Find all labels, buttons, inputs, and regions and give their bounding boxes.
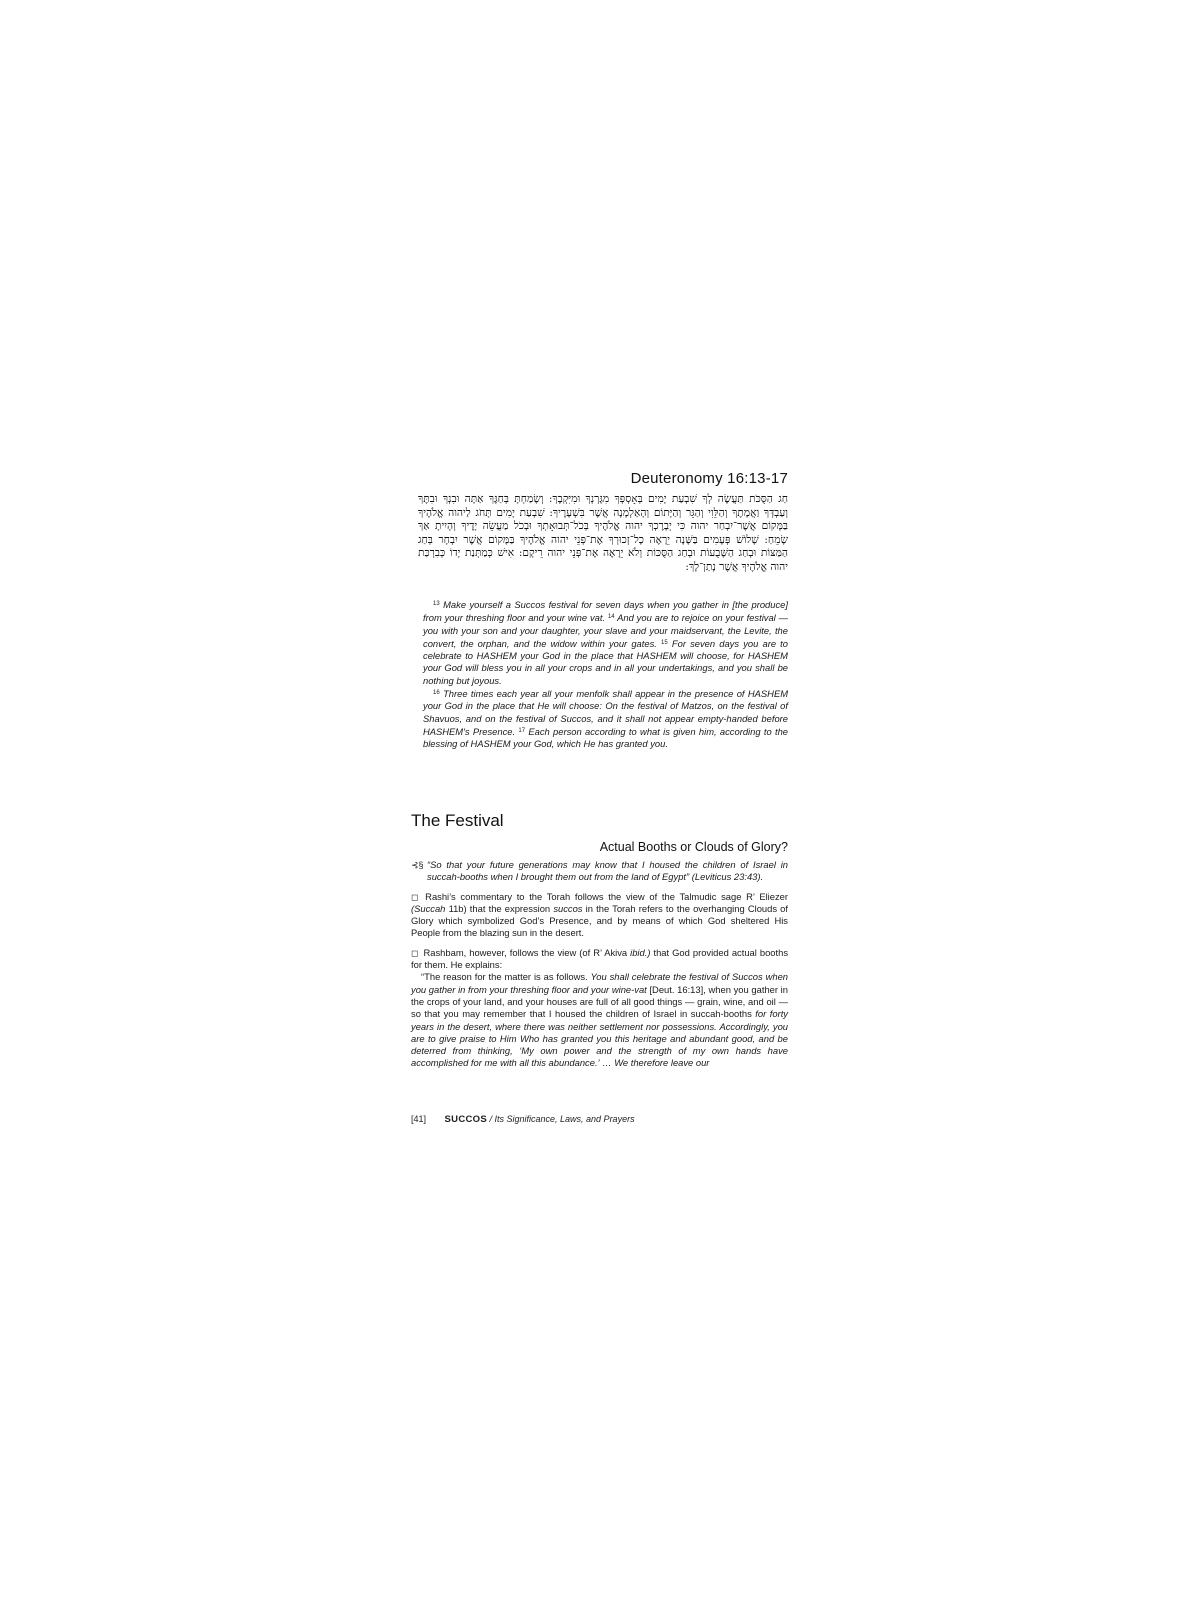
translation-block <box>423 598 788 751</box>
section-subtitle: Actual Booths or Clouds of Glory? <box>599 840 788 854</box>
verse-text: your God, which He has granted you. <box>513 738 668 750</box>
paragraph-text: Rashbam, however, follows the view (of R’ Akiva <box>423 946 628 958</box>
verse-text: your God in the place that He will choose: On the festival of Matzos, on the festival of Shavuos, and on the festival of Succos, and it shall not appear empty-handed before <box>423 700 788 724</box>
verse-text: Make yourself a Succos festival for seven days when you gather in [the produce] from your threshing floor and your wine vat. <box>423 599 788 624</box>
quote-text: “So that your future generations may know that I housed the children of Israel in succah-booths when I brought them out from the land of Egypt” (Leviticus 23:43). <box>427 859 788 883</box>
page-number: [41] <box>411 1114 427 1124</box>
paragraph-text: Rashi’s commentary to the Torah follows the view of the Talmudic sage R’ Eliezer <box>425 890 788 902</box>
explanation-paragraph <box>411 971 788 1069</box>
verse-text: Each person according to what is given him, according to the blessing of <box>423 725 788 750</box>
paragraph-text: 11b) that the expression <box>448 902 551 914</box>
verse-number: 16 <box>433 690 440 697</box>
commentary-body <box>411 859 788 1070</box>
paragraph-text: succos <box>553 902 583 914</box>
section-title: The Festival <box>411 811 504 830</box>
fleuron-icon: ⊰§ <box>411 860 424 870</box>
paragraph-text: that God provided actual booths for them. He explains: <box>411 946 789 971</box>
verse-number: 15 <box>661 639 668 646</box>
verse-text: Three times each year all your menfolk shall appear in the presence of <box>443 688 745 700</box>
hebrew-text: חַג הַסֻּכֹּת תַּעֲשֶׂה לְךָ שִׁבְעַת יָמִים בְּאָסְפְּךָ מִגָּרְנְךָ וּמִיִּקְבֶךָ: וְשָׂמַחְתָּ בְּחַגֶּךָ אַתָּה וּבִנְךָ וּבִתֶּךָ וְעַבְדְּךָ וַאֲמָתֶךָ וְהַלֵּוִי וְהַגֵּר וְהַיָּתוֹם וְהָאַלְמָנָה אֲשֶׁר בִּשְׁעָרֶיךָ: שִׁבְעַת יָמִים תָּחֹג לַיהוה אֱלֹהֶיךָ בַּמָּקוֹם אֲשֶׁר־יִבְחַר יהוה כִּי יְבָרֶכְךָ יהוה אֱלֹהֶיךָ בְּכֹל־תְּבוּאָתְךָ וּבְכֹל מַעֲשֵׂה יָדֶיךָ וְהָיִיתָ אַךְ שָׂמֵחַ: שָׁלוֹשׁ פְּעָמִים בַּשָּׁנָה יֵרָאֶה כָל־זְכוּרְךָ אֶת־פְּנֵי יהוה אֱלֹהֶיךָ בַּמָּקוֹם אֲשֶׁר יִבְחָר בְּחַג הַמַּצּוֹת וּבְחַג הַשָּׁבֻעוֹת וּבְחַג הַסֻּכּוֹת וְלֹא יֵרָאֶה אֶת־פְּנֵי יהוה רֵיקָם: אִישׁ כְּמַתְּנַת יָדוֹ כְּבִרְכַּת יהוה אֱלֹהֶיךָ אֲשֶׁר נָתַן־לָךְ: <box>418 493 788 573</box>
verse-number: 17 <box>518 727 526 734</box>
rashbam-paragraph <box>411 947 788 972</box>
divine-name: HASHEM <box>747 650 788 662</box>
paragraph-text: … We therefore leave our <box>602 1057 710 1069</box>
verse-number: 14 <box>607 614 615 621</box>
translation-paragraph-1 <box>423 598 788 687</box>
translation-paragraph-2 <box>423 687 788 750</box>
paragraph-text: ibid.) <box>630 946 651 958</box>
verse-text: And you are to rejoice on your festival — you with your son and your daughter, your slave and your maidservant, the Levite, the convert, the orphan, and the widow within your gates. <box>423 612 788 649</box>
quote-paragraph <box>411 859 788 884</box>
book-title: SUCCOS <box>444 1114 487 1125</box>
paragraph-text: in the Torah refers to the overhanging Clouds of Glory which symbolized God’s Presence, and by means of which God sheltered His People from the blazing sun in the desert. <box>411 902 789 939</box>
square-bullet-icon: ◻ <box>411 891 419 902</box>
verse-text: For seven days you are to celebrate to <box>423 637 789 662</box>
paragraph-text: (Succah <box>411 902 446 914</box>
verse-number: 13 <box>433 601 440 607</box>
paragraph-text: for forty years in the desert, where there was neither settlement nor possessions. Accordingly, you are to give praise to Him Who has granted you this heritage and abundant good, and be deterred from thinking, ‘My own power and the strength of my own hands have accomplished for me with all this abundance.’ <box>411 1008 788 1069</box>
paragraph-text: You shall celebrate the festival of Succos when you gather in from your threshing floor and your wine-vat <box>411 971 788 995</box>
square-bullet-icon: ◻ <box>411 947 419 958</box>
divine-name: HASHEM <box>747 688 789 700</box>
verse-text: will choose, for <box>680 650 745 662</box>
scripture-reference: Deuteronomy 16:13-17 <box>630 470 788 487</box>
divine-name: HASHEM <box>470 738 511 750</box>
divine-name: HASHEM <box>476 650 517 662</box>
divine-name: HASHEM <box>636 650 677 662</box>
rashi-paragraph <box>411 891 788 940</box>
verse-text: your God in the place that <box>520 650 633 662</box>
page-footer <box>411 1114 788 1125</box>
hebrew-text-block <box>418 493 788 575</box>
divine-name: HASHEM <box>423 725 464 737</box>
verse-text: 's Presence. <box>463 725 516 737</box>
book-subtitle: / Its Significance, Laws, and Prayers <box>489 1114 635 1124</box>
paragraph-text: [Deut. 16:13], when you gather in the crops of your land, and your houses are full of all good things — grain, wine, and oil — so that you may remember that I housed the children of Israel in succah-booths <box>411 983 788 1020</box>
verse-text: your God will bless you in all your crops and in all your undertakings, and you shall be nothing but joyous. <box>423 662 788 686</box>
paragraph-text: “The reason for the matter is as follows. <box>421 971 588 983</box>
